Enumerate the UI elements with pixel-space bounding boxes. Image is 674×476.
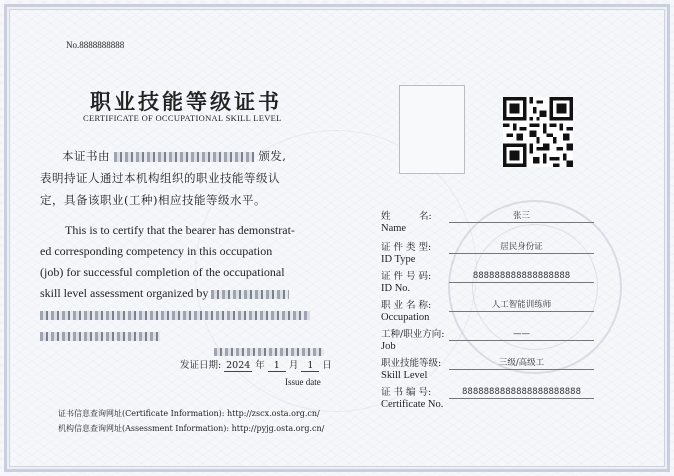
field-id-number bbox=[381, 268, 596, 294]
field-occupation-value: 人工智能训练师 bbox=[449, 299, 594, 312]
issue-year-unit: 年 bbox=[255, 360, 265, 371]
field-occupation-label-en: Occupation bbox=[381, 312, 430, 323]
field-id-type-value: 居民身份证 bbox=[449, 241, 594, 254]
issue-date-label: 发证日期: bbox=[180, 360, 222, 371]
holder-info-panel bbox=[381, 210, 596, 410]
field-id-type-label: 证 件 类 型: bbox=[381, 242, 432, 253]
issue-day: 1 bbox=[301, 360, 319, 372]
field-certificate-number bbox=[381, 384, 596, 410]
field-certificate-number-label-en: Certificate No. bbox=[381, 399, 444, 410]
cn-line1-prefix: 本证书由 bbox=[62, 149, 110, 163]
redacted-issuer-en-3 bbox=[40, 332, 160, 341]
en-line4: skill level assessment organized by bbox=[40, 286, 209, 300]
issue-year: 2024 bbox=[226, 360, 251, 371]
field-skill-level-label-en: Skill Level bbox=[381, 370, 428, 381]
field-job bbox=[381, 326, 596, 352]
field-id-type-label-en: ID Type bbox=[381, 254, 416, 265]
field-id-type bbox=[381, 239, 596, 265]
field-job-value: —— bbox=[449, 328, 594, 341]
certificate-info-url: 证书信息查询网址(Certificate Information): http://zscx.osta.org.cn/ bbox=[58, 409, 320, 418]
field-name bbox=[381, 210, 596, 236]
field-job-label-en: Job bbox=[381, 341, 396, 352]
issue-date bbox=[180, 357, 332, 372]
en-line2: ed corresponding competency in this occupation bbox=[40, 244, 273, 258]
field-skill-level-label: 职业技能等级: bbox=[381, 358, 442, 369]
issue-day-unit: 日 bbox=[322, 360, 332, 371]
photo-placeholder bbox=[399, 85, 465, 174]
cn-line3: 定，具备该职业(工种)相应技能等级水平。 bbox=[40, 193, 266, 207]
cn-line1-suffix: 颁发, bbox=[258, 149, 287, 163]
field-skill-level bbox=[381, 355, 596, 381]
redacted-issuer-en-2 bbox=[40, 311, 310, 320]
chinese-statement bbox=[40, 145, 330, 211]
certificate-subtitle: CERTIFICATE OF OCCUPATIONAL SKILL LEVEL bbox=[83, 113, 282, 123]
issue-date-english-label: Issue date bbox=[285, 377, 321, 387]
field-name-label: 姓 名: bbox=[381, 211, 432, 222]
assessment-info-url: 机构信息查询网址(Assessment Information): http://pyjg.osta.org.cn/ bbox=[58, 424, 325, 433]
field-job-label: 工种/职业方向: bbox=[381, 329, 445, 340]
cn-line2: 表明持证人通过本机构组织的职业技能等级认 bbox=[40, 171, 280, 185]
field-name-value: 张三 bbox=[449, 210, 594, 223]
field-id-number-label: 证 件 号 码: bbox=[381, 271, 432, 282]
field-certificate-number-value: 8888888888888888888888 bbox=[449, 386, 594, 399]
redacted-issuer bbox=[114, 152, 254, 162]
certificate-serial-number: No.8888888888 bbox=[66, 40, 125, 50]
field-occupation bbox=[381, 297, 596, 323]
issue-month-unit: 月 bbox=[288, 360, 299, 371]
field-id-number-value: 888888888888888888 bbox=[449, 270, 594, 283]
english-statement bbox=[40, 220, 325, 346]
en-line1: This is to certify that the bearer has demonstrat- bbox=[65, 223, 295, 237]
qr-code-icon bbox=[503, 97, 573, 167]
issue-month: 1 bbox=[268, 360, 286, 372]
field-certificate-number-label: 证 书 编 号: bbox=[381, 387, 432, 398]
certificate-title: 职业技能等级证书 bbox=[90, 89, 282, 114]
field-id-number-label-en: ID No. bbox=[381, 283, 411, 294]
redacted-signature-bar bbox=[214, 348, 324, 356]
field-occupation-label: 职 业 名 称: bbox=[381, 300, 432, 311]
field-name-label-en: Name bbox=[381, 223, 407, 234]
field-skill-level-value: 三级/高级工 bbox=[449, 357, 594, 370]
redacted-issuer-en-1 bbox=[211, 290, 289, 299]
en-line3: (job) for successful completion of the occupational bbox=[40, 265, 285, 279]
